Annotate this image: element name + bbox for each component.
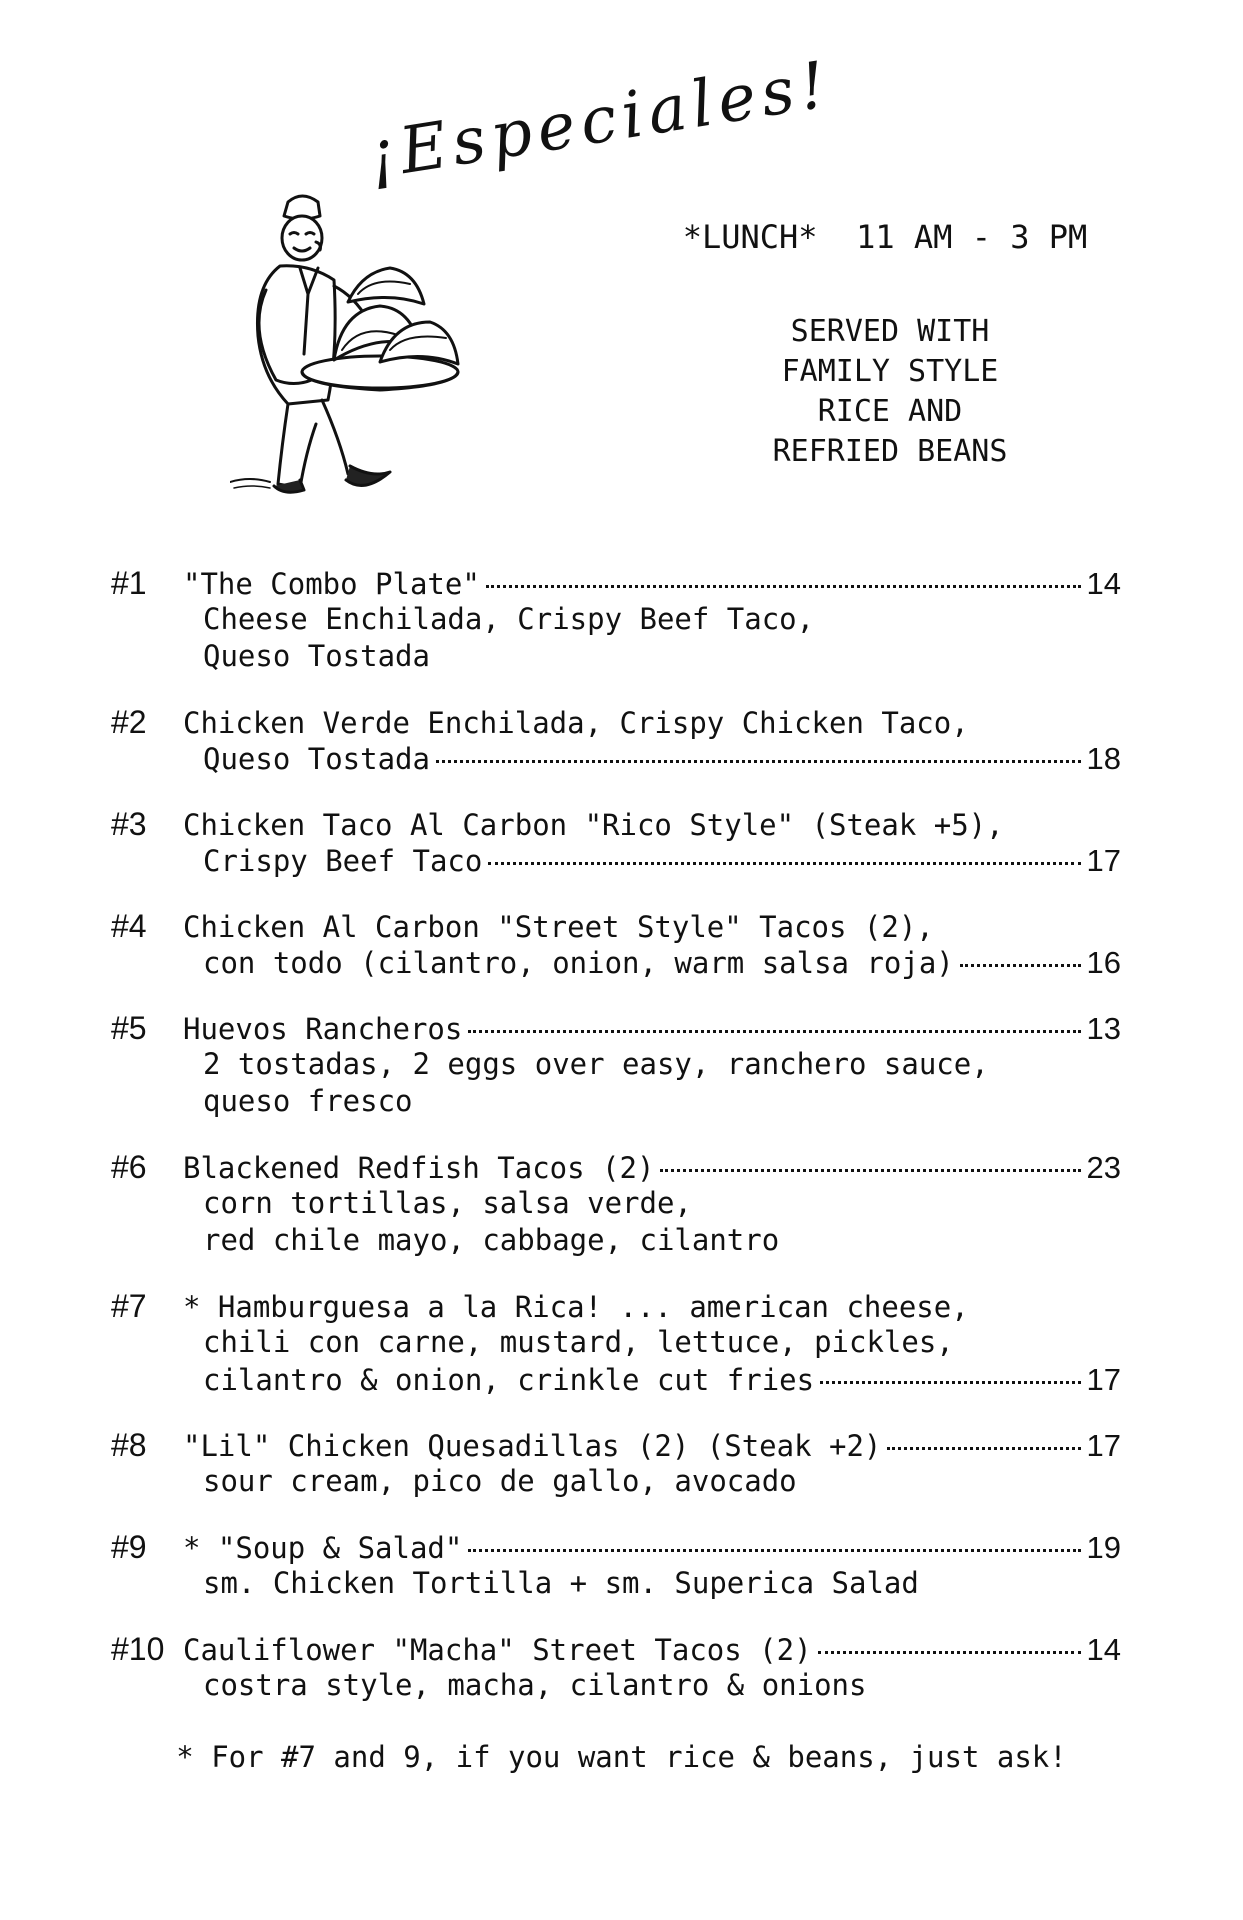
footnote: * For #7 and 9, if you want rice & beans, just ask! [176,1740,1067,1774]
item-price: 14 [1086,1632,1121,1667]
served-line: FAMILY STYLE [781,354,999,389]
item-description: con todo (cilantro, onion, warm salsa roja) [203,946,954,980]
menu-item [111,806,1121,880]
dot-leader [468,1030,1080,1033]
dot-leader [468,1549,1080,1552]
item-description: queso fresco [203,1084,413,1118]
menu-item [111,704,1121,778]
item-description: corn tortillas, salsa verde, [203,1186,692,1220]
menu-item [111,908,1121,982]
item-description: Cheese Enchilada, Crispy Beef Taco, [203,602,815,636]
item-number: #7 [111,1288,147,1324]
item-title: "Lil" Chicken Quesadillas (2) (Steak +2) [183,1429,882,1463]
item-title: * Hamburguesa a la Rica! ... american cheese, [183,1290,969,1324]
item-title: Chicken Verde Enchilada, Crispy Chicken Taco, [183,706,969,740]
item-price: 19 [1086,1530,1121,1565]
item-price: 16 [1086,945,1121,980]
menu-item [111,1529,1121,1603]
item-description: Queso Tostada [203,639,430,673]
item-description: costra style, macha, cilantro & onions [203,1668,867,1702]
lunch-hours: *LUNCH* 11 AM - 3 PM [682,218,1088,256]
item-number: #2 [111,704,147,740]
menu-list [111,565,1121,1733]
served-with-note [700,312,1080,472]
item-title: Chicken Al Carbon "Street Style" Tacos (2), [183,910,934,944]
menu-item [111,1288,1121,1399]
item-number: #1 [111,565,147,601]
item-price: 18 [1086,741,1121,776]
menu-item [111,1149,1121,1260]
item-number: #3 [111,806,147,842]
item-description: Queso Tostada [203,742,430,776]
item-price: 17 [1086,1362,1121,1397]
menu-title: ¡Especiales! [363,47,837,194]
item-number: #5 [111,1010,147,1046]
dot-leader [887,1447,1080,1450]
item-number: #6 [111,1149,147,1185]
item-description: cilantro & onion, crinkle cut fries [203,1363,815,1397]
item-title: Blackened Redfish Tacos (2) [183,1151,655,1185]
dot-leader [660,1169,1080,1172]
menu-item [111,1427,1121,1501]
item-price: 13 [1086,1011,1121,1046]
item-number: #8 [111,1427,147,1463]
item-description: chili con carne, mustard, lettuce, pickles, [203,1325,954,1359]
served-line: REFRIED BEANS [772,434,1008,469]
item-title: Cauliflower "Macha" Street Tacos (2) [183,1633,812,1667]
waiter-illustration [230,190,500,520]
served-line: SERVED WITH [790,314,990,349]
item-number: #10 [111,1631,165,1667]
dot-leader [820,1381,1080,1384]
dot-leader [436,760,1081,763]
menu-item [111,1631,1121,1705]
item-title: * "Soup & Salad" [183,1531,463,1565]
item-price: 23 [1086,1150,1121,1185]
item-title: Huevos Rancheros [183,1012,463,1046]
item-price: 17 [1086,843,1121,878]
dot-leader [486,585,1081,588]
item-price: 17 [1086,1428,1121,1463]
item-description: Crispy Beef Taco [203,844,483,878]
item-description: 2 tostadas, 2 eggs over easy, ranchero sauce, [203,1047,989,1081]
served-line: RICE AND [817,394,963,429]
item-description: sour cream, pico de gallo, avocado [203,1464,797,1498]
item-title: Chicken Taco Al Carbon "Rico Style" (Steak +5), [183,808,1004,842]
item-description: sm. Chicken Tortilla + sm. Superica Salad [203,1566,919,1600]
menu-item [111,1010,1121,1121]
item-number: #9 [111,1529,147,1565]
dot-leader [960,964,1081,967]
dot-leader [488,862,1080,865]
menu-item [111,565,1121,676]
item-title: "The Combo Plate" [183,567,480,601]
item-price: 14 [1086,566,1121,601]
dot-leader [818,1651,1081,1654]
item-description: red chile mayo, cabbage, cilantro [203,1223,780,1257]
item-number: #4 [111,908,147,944]
